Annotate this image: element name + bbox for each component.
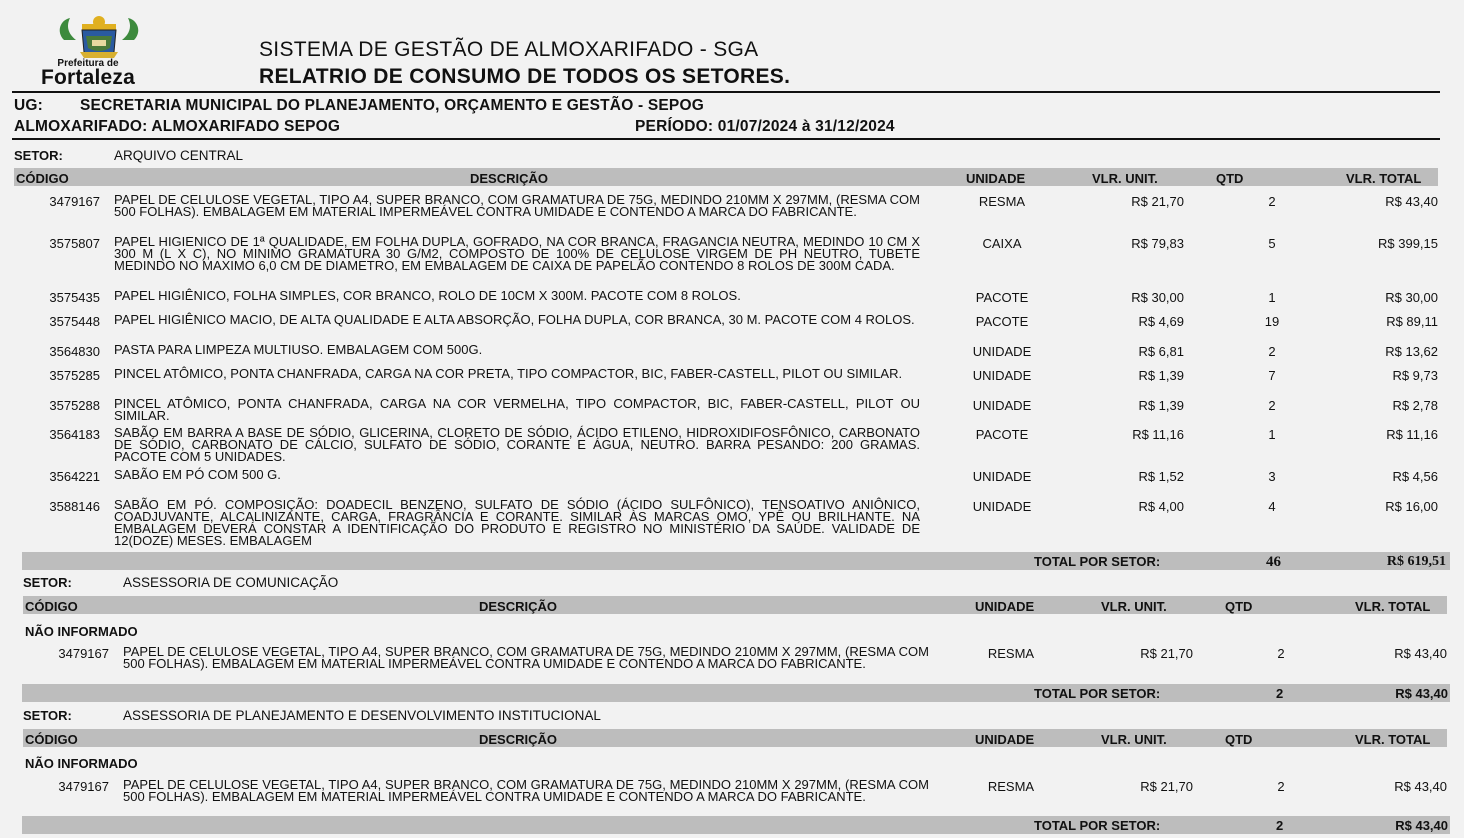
item-qtd: 2	[1277, 779, 1285, 794]
column-header-bar	[14, 168, 1438, 186]
periodo-line: PERÍODO: 01/07/2024 à 31/12/2024	[635, 118, 895, 135]
col-codigo: CÓDIGO	[16, 171, 69, 186]
item-description: PAPEL DE CELULOSE VEGETAL, TIPO A4, SUPER BRANCO, COM GRAMATURA DE 75G, MEDINDO 210MM X 297MM, (RESMA COM 500 FOLHAS). EMBALAGEM EM MATERIAL IMPERMEÁVEL CONTRA UMIDADE E CONTENDO A MARCA DO FABRICANTE.	[123, 777, 929, 804]
col-codigo: CÓDIGO	[25, 599, 78, 614]
item-unidade: UNIDADE	[972, 398, 1032, 413]
item-vlr-total: R$ 399,15	[1378, 236, 1438, 251]
item-vlr-total: R$ 4,56	[1392, 469, 1438, 484]
total-por-setor-bar	[22, 684, 1450, 702]
item-code: 3575288	[49, 398, 100, 413]
item-unidade: CAIXA	[982, 236, 1022, 251]
item-qtd: 1	[1268, 290, 1276, 305]
item-vlr-unit: R$ 21,70	[1131, 194, 1184, 209]
item-vlr-total: R$ 2,78	[1392, 398, 1438, 413]
item-vlr-unit: R$ 6,81	[1138, 344, 1184, 359]
item-vlr-unit: R$ 11,16	[1132, 427, 1184, 442]
col-qtd: QTD	[1225, 732, 1253, 747]
ug-value: SECRETARIA MUNICIPAL DO PLANEJAMENTO, ORÇAMENTO E GESTÃO - SEPOG	[80, 97, 704, 114]
item-qtd: 4	[1268, 499, 1276, 514]
item-qtd: 19	[1264, 314, 1280, 329]
item-code: 3575435	[49, 290, 100, 305]
item-description: SABÃO EM PÓ COM 500 G.	[114, 467, 281, 482]
item-description: PINCEL ATÔMICO, PONTA CHANFRADA, CARGA NA COR PRETA, TIPO COMPACTOR, BIC, FABER-CASTELL, PILOT OU SIMILAR.	[114, 366, 903, 381]
col-codigo: CÓDIGO	[25, 732, 78, 747]
item-vlr-total: R$ 9,73	[1392, 368, 1438, 383]
setor-label: SETOR:	[23, 575, 72, 590]
total-por-setor-bar	[22, 816, 1450, 834]
item-vlr-unit: R$ 1,39	[1138, 368, 1184, 383]
item-qtd: 3	[1268, 469, 1276, 484]
item-description: PINCEL ATÔMICO, PONTA CHANFRADA, CARGA NA COR VERMELHA, TIPO COMPACTOR, BIC, FABER-CASTELL, PILOT OU SIMILAR.	[114, 396, 920, 423]
item-description: PAPEL HIGIENICO DE 1ª QUALIDADE, EM FOLHA DUPLA, GOFRADO, NA COR BRANCA, FRAGANCIA NEUTRA, MEDINDO 10 CM X 300 M (L X C), NO MINIMO GRAMATURA 30 G/M2, COMPOSTO DE 100% DE CELULOSE VIRGEM DE PH NEUTRO, TUBETE MEDINDO NO MAXIMO 6,0 CM DE DIAMETRO, EM EMBALAGEM DE CAIXA DE PAPELÃO CONTENDO 8 ROLOS DE 300M CADA.	[114, 234, 920, 273]
total-valor: R$ 619,51	[1386, 554, 1446, 569]
item-unidade: PACOTE	[975, 290, 1029, 305]
item-unidade: PACOTE	[975, 427, 1029, 442]
item-unidade: UNIDADE	[972, 344, 1032, 359]
nao-informado-label: NÃO INFORMADO	[25, 756, 138, 771]
total-valor: R$ 43,40	[1395, 818, 1448, 833]
col-descricao: DESCRIÇÃO	[479, 599, 558, 614]
item-code: 3479167	[58, 779, 109, 794]
item-description: PAPEL HIGIÊNICO MACIO, DE ALTA QUALIDADE E ALTA ABSORÇÃO, FOLHA DUPLA, COR BRANCA, 30 M. PACOTE COM 4 ROLOS.	[114, 312, 915, 327]
item-vlr-unit: R$ 21,70	[1140, 779, 1193, 794]
col-descricao: DESCRIÇÃO	[470, 171, 549, 186]
report-title: RELATRIO DE CONSUMO DE TODOS OS SETORES.	[259, 65, 791, 88]
col-unidade: UNIDADE	[975, 599, 1035, 614]
item-vlr-total: R$ 43,40	[1394, 779, 1447, 794]
item-unidade: UNIDADE	[972, 368, 1032, 383]
column-header-bar	[23, 729, 1447, 747]
item-qtd: 2	[1268, 194, 1276, 209]
item-description: SABÃO EM PÓ. COMPOSIÇÃO: DOADECIL BENZENO, SULFATO DE SÓDIO (ÁCIDO SULFÔNICO), TENSOATIVO ANIÔNICO, COADJUVANTE, ALCALINIZANTE, CARGA, FRAGRÂNCIA E CORANTE. SIMILAR ÀS MARCAS OMO, YPÊ OU BRILHANTE. NA EMBALAGEM DEVERÁ CONSTAR A IDENTIFICAÇÃO DO PRODUTO E REGISTRO NO MINISTÉRIO DA SAÚDE. VALIDADE DE 12(DOZE) MESES. EMBALAGEM	[114, 497, 920, 548]
item-unidade: UNIDADE	[972, 469, 1032, 484]
total-label: TOTAL POR SETOR:	[1034, 554, 1161, 569]
item-vlr-unit: R$ 1,52	[1138, 469, 1184, 484]
item-unidade: RESMA	[978, 194, 1026, 209]
ug-label: UG:	[14, 97, 44, 114]
total-valor: R$ 43,40	[1395, 686, 1448, 701]
header-rule-top	[12, 91, 1440, 93]
item-code: 3575807	[49, 236, 100, 251]
nao-informado-label: NÃO INFORMADO	[25, 624, 138, 639]
item-qtd: 5	[1268, 236, 1276, 251]
item-description: SABÃO EM BARRA A BASE DE SÓDIO, GLICERINA, CLORETO DE SÓDIO, ÁCIDO ETILENO, HIDROXIDIFOSFÔNICO, CARBONATO DE SÓDIO, CARBONATO DE CÁLCIO, SULFATO DE SÓDIO, CORANTE E ÁGUA, NEUTRO. BARRA PESANDO: 200 GRAMAS. PACOTE COM 5 UNIDADES.	[114, 425, 920, 464]
item-vlr-unit: R$ 79,83	[1131, 236, 1184, 251]
total-label: TOTAL POR SETOR:	[1034, 818, 1161, 833]
system-title: SISTEMA DE GESTÃO DE ALMOXARIFADO - SGA	[259, 38, 759, 61]
header-rule-bottom	[12, 138, 1440, 140]
item-vlr-total: R$ 30,00	[1385, 290, 1438, 305]
col-vlr-unit: VLR. UNIT.	[1092, 171, 1158, 186]
item-vlr-unit: R$ 30,00	[1131, 290, 1184, 305]
item-vlr-total: R$ 43,40	[1385, 194, 1438, 209]
item-vlr-total: R$ 16,00	[1385, 499, 1438, 514]
item-code: 3588146	[49, 499, 100, 514]
setor-label: SETOR:	[14, 148, 63, 163]
item-qtd: 2	[1268, 398, 1276, 413]
total-qtd: 2	[1276, 686, 1284, 701]
item-unidade: PACOTE	[975, 314, 1029, 329]
item-code: 3479167	[58, 646, 109, 661]
total-label: TOTAL POR SETOR:	[1034, 686, 1161, 701]
total-qtd: 2	[1276, 818, 1284, 833]
item-qtd: 2	[1268, 344, 1276, 359]
col-vlr-total: VLR. TOTAL	[1355, 599, 1431, 614]
col-vlr-unit: VLR. UNIT.	[1101, 599, 1167, 614]
item-description: PAPEL DE CELULOSE VEGETAL, TIPO A4, SUPER BRANCO, COM GRAMATURA DE 75G, MEDINDO 210MM X 297MM, (RESMA COM 500 FOLHAS). EMBALAGEM EM MATERIAL IMPERMEÁVEL CONTRA UMIDADE E CONTENDO A MARCA DO FABRICANTE.	[114, 192, 920, 219]
item-code: 3479167	[49, 194, 100, 209]
setor-name: ASSESSORIA DE PLANEJAMENTO E DESENVOLVIMENTO INSTITUCIONAL	[123, 708, 601, 723]
item-code: 3564183	[49, 427, 100, 442]
col-vlr-unit: VLR. UNIT.	[1101, 732, 1167, 747]
prefeitura-logo	[14, 8, 162, 89]
item-code: 3575448	[49, 314, 100, 329]
item-unidade: RESMA	[987, 779, 1035, 794]
item-vlr-total: R$ 89,11	[1386, 314, 1438, 329]
item-qtd: 7	[1268, 368, 1276, 383]
col-vlr-total: VLR. TOTAL	[1346, 171, 1422, 186]
item-description: PASTA PARA LIMPEZA MULTIUSO. EMBALAGEM COM 500G.	[114, 342, 483, 357]
item-code: 3564221	[49, 469, 100, 484]
setor-name: ASSESSORIA DE COMUNICAÇÃO	[123, 575, 339, 590]
item-qtd: 1	[1268, 427, 1276, 442]
item-vlr-unit: R$ 21,70	[1140, 646, 1193, 661]
item-code: 3575285	[49, 368, 100, 383]
col-qtd: QTD	[1216, 171, 1244, 186]
col-unidade: UNIDADE	[975, 732, 1035, 747]
item-vlr-total: R$ 13,62	[1385, 344, 1438, 359]
item-qtd: 2	[1277, 646, 1285, 661]
col-unidade: UNIDADE	[966, 171, 1026, 186]
item-code: 3564830	[49, 344, 100, 359]
item-unidade: RESMA	[987, 646, 1035, 661]
item-vlr-unit: R$ 1,39	[1138, 398, 1184, 413]
item-unidade: UNIDADE	[972, 499, 1032, 514]
total-qtd: 46	[1266, 554, 1281, 570]
logo-small-text: Prefeitura de	[57, 58, 119, 69]
col-descricao: DESCRIÇÃO	[479, 732, 558, 747]
item-vlr-total: R$ 11,16	[1386, 427, 1438, 442]
item-description: PAPEL HIGIÊNICO, FOLHA SIMPLES, COR BRANCO, ROLO DE 10CM X 300M. PACOTE COM 8 ROLOS.	[114, 288, 741, 303]
column-header-bar	[23, 596, 1447, 614]
col-qtd: QTD	[1225, 599, 1253, 614]
col-vlr-total: VLR. TOTAL	[1355, 732, 1431, 747]
total-por-setor-bar	[22, 552, 1450, 570]
setor-label: SETOR:	[23, 708, 72, 723]
setor-name: ARQUIVO CENTRAL	[114, 148, 244, 163]
fortaleza-coat-of-arms-icon	[54, 10, 144, 60]
item-vlr-unit: R$ 4,00	[1138, 499, 1184, 514]
almoxarifado-line: ALMOXARIFADO: ALMOXARIFADO SEPOG	[14, 118, 341, 135]
item-description: PAPEL DE CELULOSE VEGETAL, TIPO A4, SUPER BRANCO, COM GRAMATURA DE 75G, MEDINDO 210MM X 297MM, (RESMA COM 500 FOLHAS). EMBALAGEM EM MATERIAL IMPERMEÁVEL CONTRA UMIDADE E CONTENDO A MARCA DO FABRICANTE.	[123, 644, 929, 671]
item-vlr-total: R$ 43,40	[1394, 646, 1447, 661]
logo-big-text: Fortaleza	[41, 66, 135, 89]
item-vlr-unit: R$ 4,69	[1138, 314, 1184, 329]
